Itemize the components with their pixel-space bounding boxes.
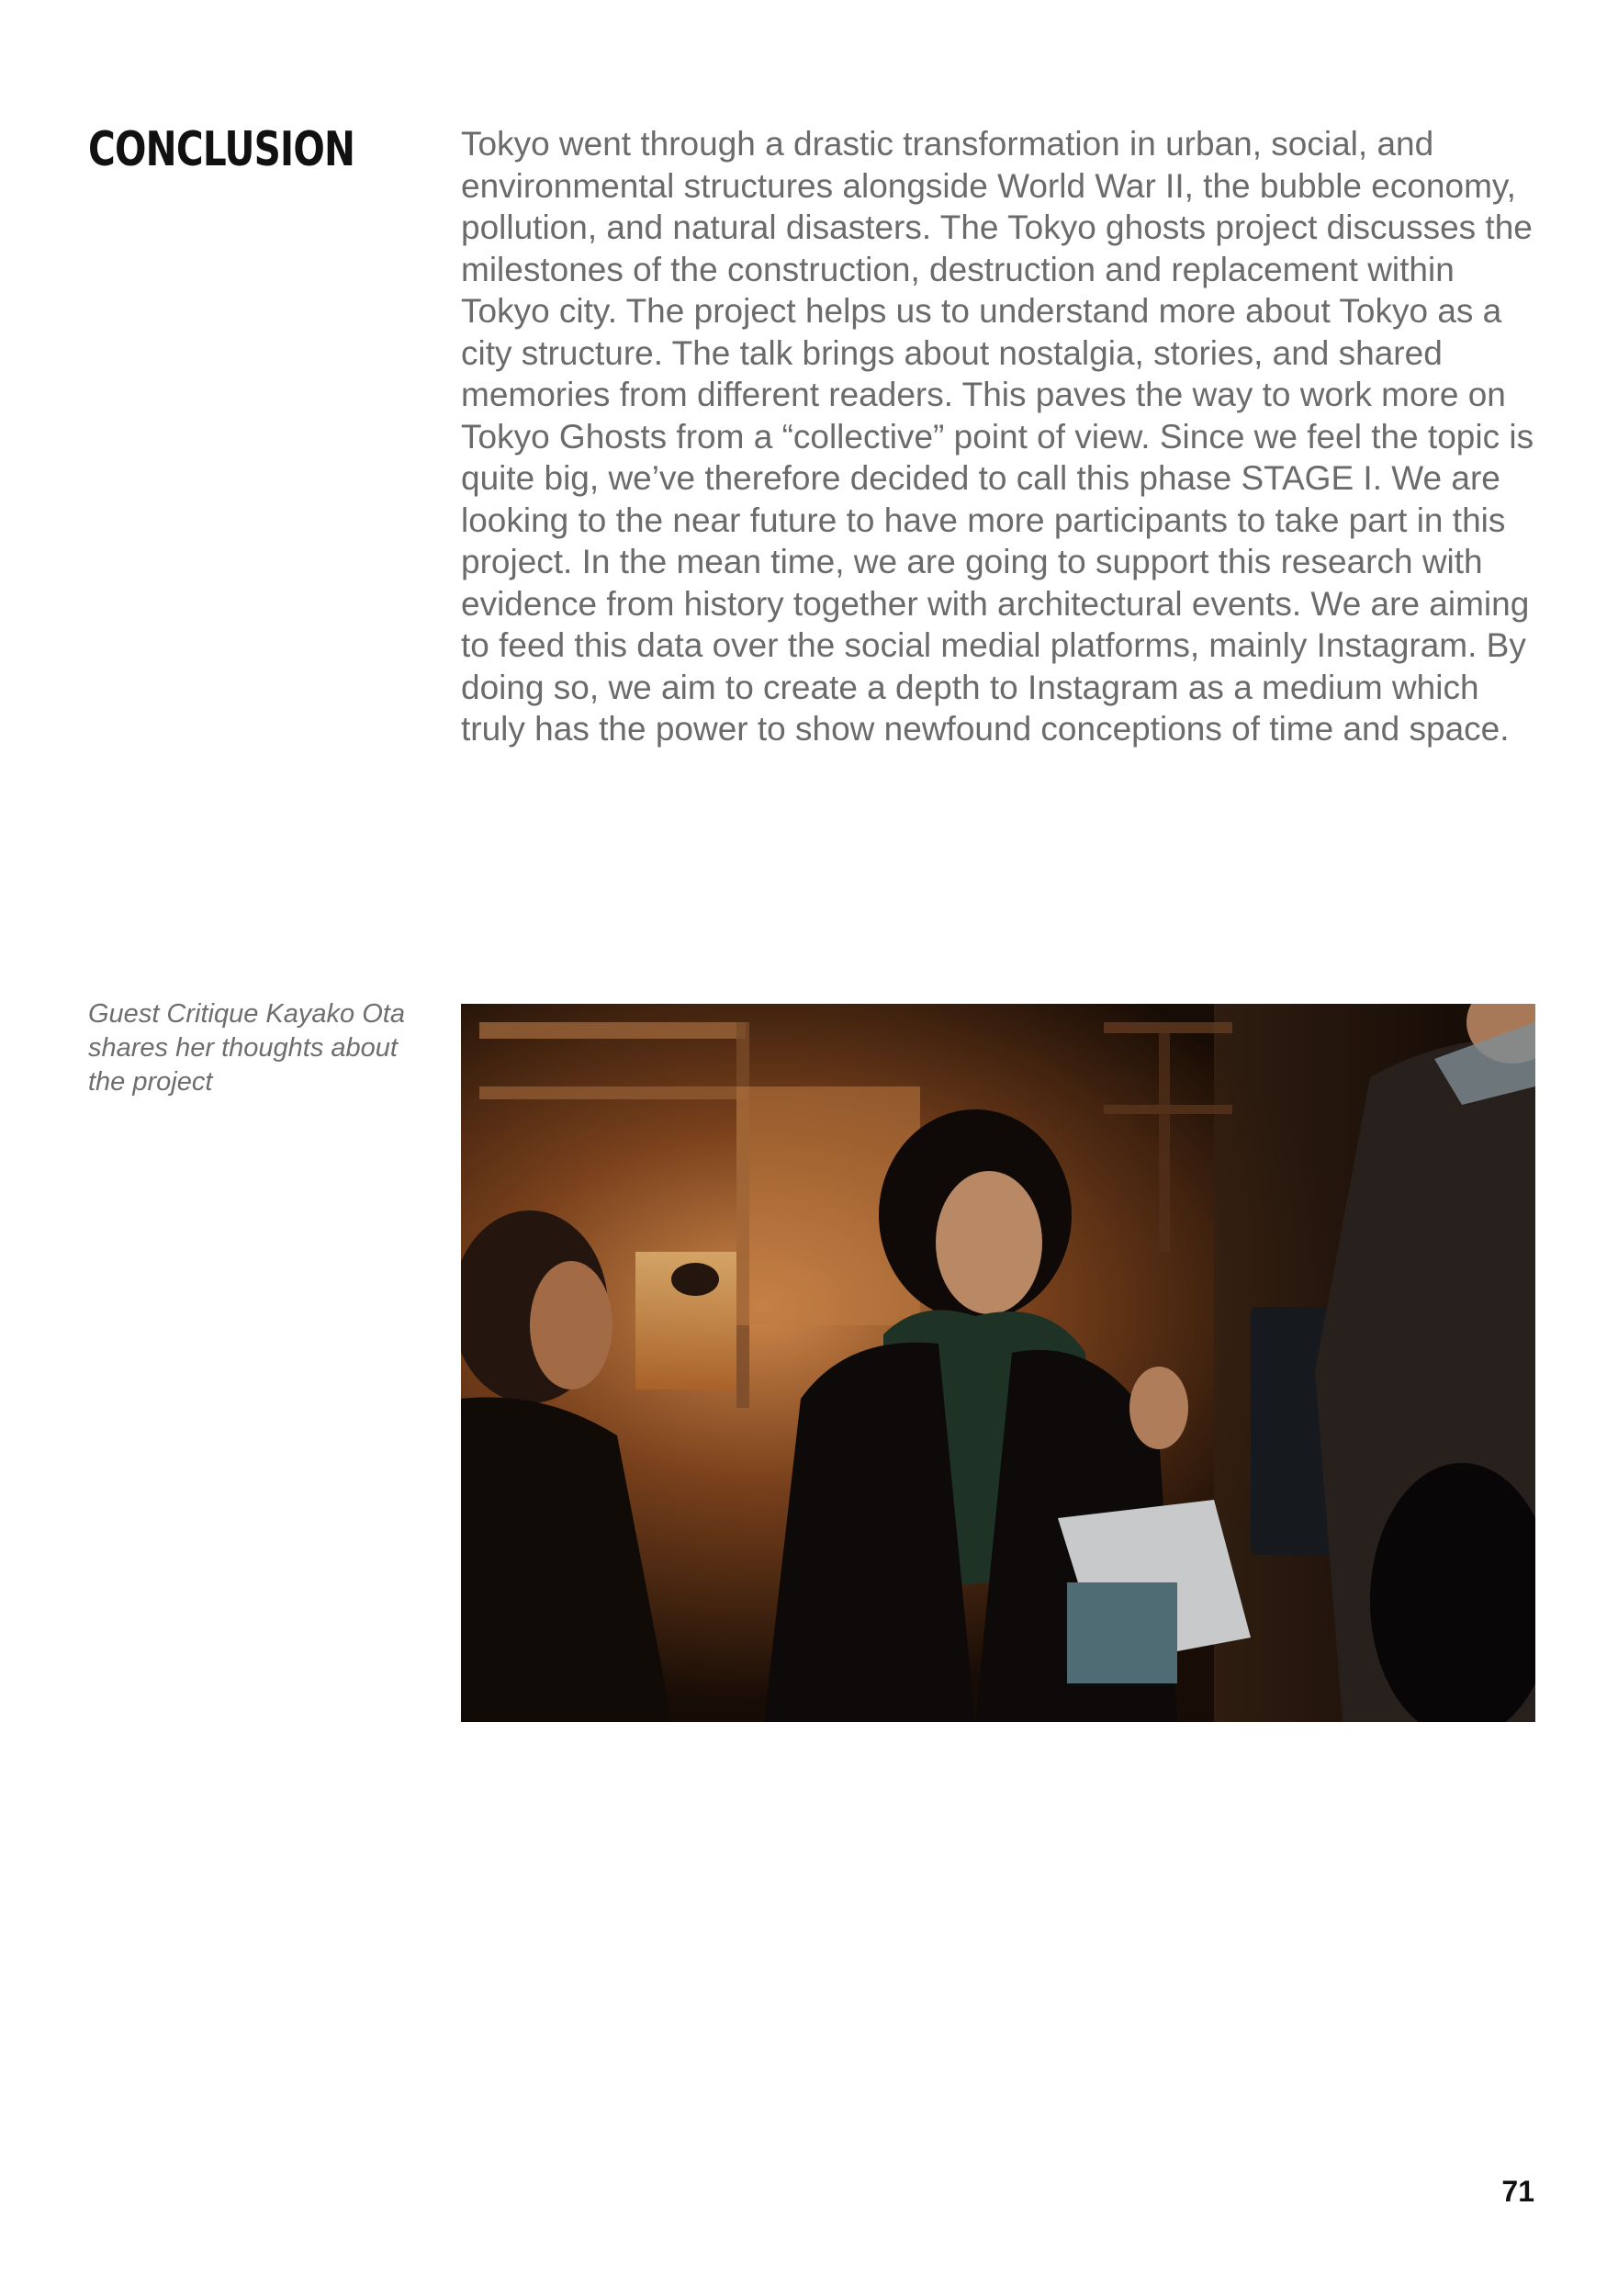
guest-critique-photo	[461, 1004, 1535, 1722]
photo-illustration	[461, 1004, 1535, 1722]
page-number: 71	[1501, 2175, 1534, 2208]
photo-caption: Guest Critique Kayako Ota shares her thoughts about the project	[88, 999, 405, 1097]
section-heading: CONCLUSION	[88, 122, 355, 177]
conclusion-body-text: Tokyo went through a drastic transformation in urban, social, and environmental structures alongside World War II, the bubble economy, pollution, and natural disasters. The Tokyo ghosts project discusses the milestones of the construction, destruction and replacement within Tokyo city. The project helps us to understand more about Tokyo as a city structure. The talk brings about nostalgia, stories, and shared memories from different readers. This paves the way to work more on Tokyo Ghosts from a “collective” point of view. Since we feel the topic is quite big, we’ve therefore decided to call this phase STAGE I. We are looking to the near future to have more participants to take part in this project. In the mean time, we are going to support this research with evidence from history together with architectural events. We are aiming to feed this data over the social medial platforms, mainly Instagram. By doing so, we aim to create a depth to Instagram as a medium which truly has the power to show newfound conceptions of time and space.	[461, 125, 1534, 748]
